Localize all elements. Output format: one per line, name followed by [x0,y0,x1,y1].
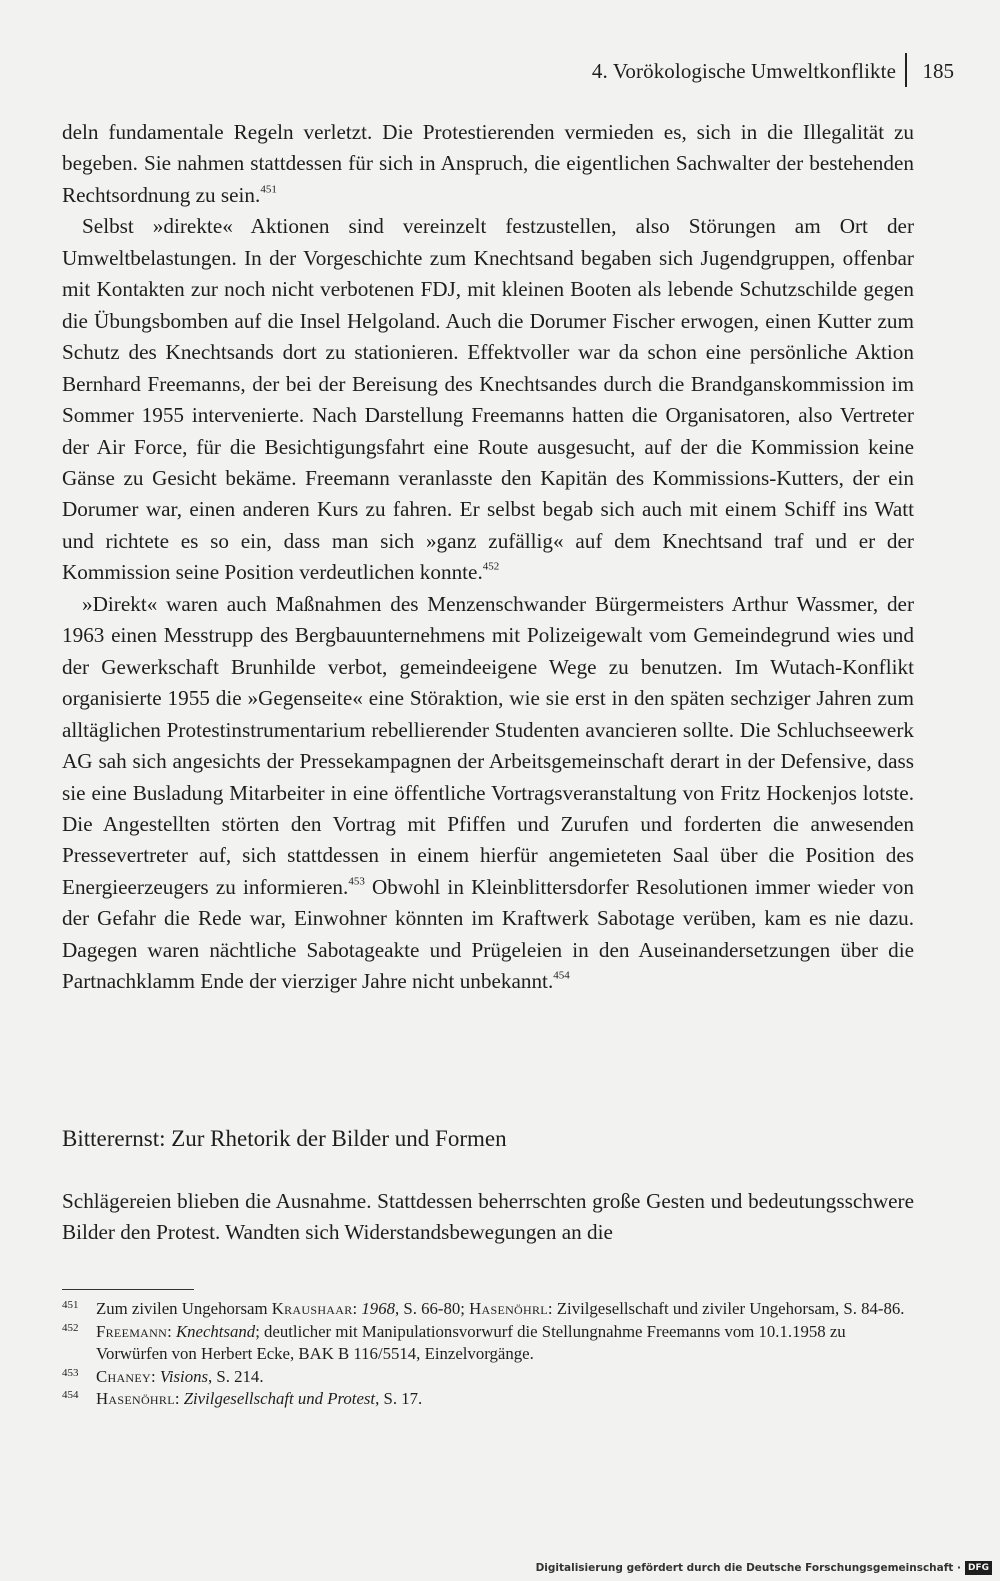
page-number: 185 [922,59,954,83]
header-divider [905,53,907,87]
paragraph-text: »Direkt« waren auch Maßnahmen des Menzenschwander Bürgermeisters Arthur Wassmer, der 1963 einen Messtrupp des Bergbauunternehmens mit Polizeigewalt vom Gemeindegrund wies und der Gewerkschaft Brunhilde verbot, gemeindeeigene Wege zu benutzen. Im Wutach-Konflikt organisierte 1955 die »Gegenseite« eine Störaktion, wie sie erst in den späten sechziger Jahren zum alltäglichen Protestinstrumentarium rebellierender Studenten avancieren sollte. Die Schluchseewerk AG sah sich angesichts der Pressekampagnen der Arbeitsgemeinschaft derart in der Defensive, dass sie eine Busladung Mitarbeiter in eine öffentliche Vortragsveranstaltung von Fritz Hockenjos lotste. Die Angestellten störten den Vortrag mit Pfiffen und Zurufen und forderten die anwesenden Pressevertreter auf, sich stattdessen in einem hierfür angemieteten Saal über die Position des Energieerzeugers zu informieren. [62,591,914,899]
section-heading: Bitterernst: Zur Rhetorik der Bilder und Formen [62,1126,507,1151]
footnote-text: , S. 17. [375,1389,423,1409]
footnote-text: , S. 66-80; [394,1299,470,1318]
footnote-text: : Zivilgesellschaft und ziviler Ungehorsam, S. 84-86. [547,1299,905,1318]
paragraph-2 [62,211,914,588]
paragraph-text: Obwohl in Kleinblittersdorfer Resolutionen immer wieder von der Gefahr die Rede war, Einwohner könnten im Kraftwerk Sabotage verüben, kam es nie dazu. Dagegen waren nächtliche Sabotageakte und Prügeleien in den Auseinandersetzungen über die Partnachklamm Ende der vierziger Jahre nicht unbekannt. [62,874,914,994]
paragraph-4: Schlägereien blieben die Ausnahme. Stattdessen beherrschten große Gesten und bedeutungsschwere Bilder den Protest. Wandten sich Widerstandsbewegungen an die [62,1189,914,1245]
paragraph-1 [62,117,914,211]
footnote-number: 453 [62,1366,79,1379]
credit-text: Digitalisierung gefördert durch die Deutsche Forschungsgemeinschaft · [535,1562,961,1574]
dfg-logo: DFG [965,1561,992,1575]
digitization-credit [536,1559,992,1577]
footnote-number: 454 [62,1389,79,1402]
footnote-ref: 451 [260,183,277,196]
paragraph-3 [62,589,914,998]
footnote-work: Visions [159,1366,209,1386]
paragraph-text: Selbst »direkte« Aktionen sind vereinzelt festzustellen, also Störungen am Ort der Umweltbelastungen. In der Vorgeschichte zum Knechtsand begaben sich Jugendgruppen, offenbar mit Kontakten zur noch nicht verbotenen FDJ, mit kleinen Booten als lebende Schutzschilde gegen die Übungsbomben auf die Insel Helgoland. Auch die Dorumer Fischer erwogen, einen Kutter zum Schutz des Knechtsands dort zu stationieren. Effektvoller war da schon eine persönliche Aktion Bernhard Freemanns, der bei der Bereisung des Knechtsandes durch die Brandganskommission im Sommer 1955 intervenierte. Nach Darstellung Freemanns hatten die Organisatoren, also Vertreter der Air Force, für die Besichtigungsfahrt eine Route ausgesucht, auf der die Kommission keine Gänse zu Gesicht bekäme. Freemann veranlasste den Kapitän des Kommissions-Kutters, der ein Dorumer war, einen anderen Kurs zu fahren. Er selbst begab sich auch mit einem Schiff ins Watt und richtete es so ein, dass man sich »ganz zufällig« auf dem Knechtsand traf und er der Kommission seine Position verdeutlichen konnte. [62,214,914,585]
paragraph-text: deln fundamentale Regeln verletzt. Die Protestierenden vermieden es, sich in die Illegalität zu begeben. Sie nahmen stattdessen für sich in Anspruch, die eigentlichen Sachwalter der bestehenden Rechtsordnung zu sein. [62,120,914,207]
footnote-ref: 454 [553,969,570,982]
footnote-work: 1968 [361,1299,395,1318]
footnote-text: : [167,1321,176,1341]
body-text [62,117,914,998]
footnote-author: Hasenöhrl [469,1299,548,1318]
footnote-number: 452 [62,1321,79,1334]
footnote-text: : [151,1366,160,1386]
footnote-ref: 452 [482,561,500,573]
footnote-text: : [352,1299,362,1318]
chapter-title: 4. Vorökologische Umweltkonflikte [591,59,896,83]
footnote-author: Hasenöhrl [96,1389,175,1409]
footnote-work: Knechtsand [175,1321,256,1341]
footnote-text: , S. 214. [208,1366,264,1386]
footnote-ref: 453 [348,875,365,888]
footnote-work: Zivilgesellschaft und Protest [183,1389,376,1409]
footnote-author: Chaney [96,1366,151,1386]
footnotes [62,1298,914,1411]
footnote-452 [62,1321,914,1366]
footnote-author: Kraushaar [271,1299,353,1318]
footnote-454 [62,1388,914,1411]
footnote-text: : [174,1389,184,1409]
footnote-451 [62,1298,914,1321]
footnote-text: ; deutlicher mit Manipulationsvorwurf die Stellungnahme Freemanns vom 10.1.1958 zu Vorwürfen von Herbert Ecke, BAK B 116/5514, Einzelvorgänge. [96,1321,846,1364]
running-head [480,56,960,86]
footnote-divider [62,1289,194,1290]
footnote-453 [62,1366,914,1389]
section-text [62,1186,914,1249]
footnote-number: 451 [62,1299,79,1311]
footnote-text: Zum zivilen Ungehorsam [96,1299,272,1318]
footnote-author: Freemann [96,1321,168,1341]
